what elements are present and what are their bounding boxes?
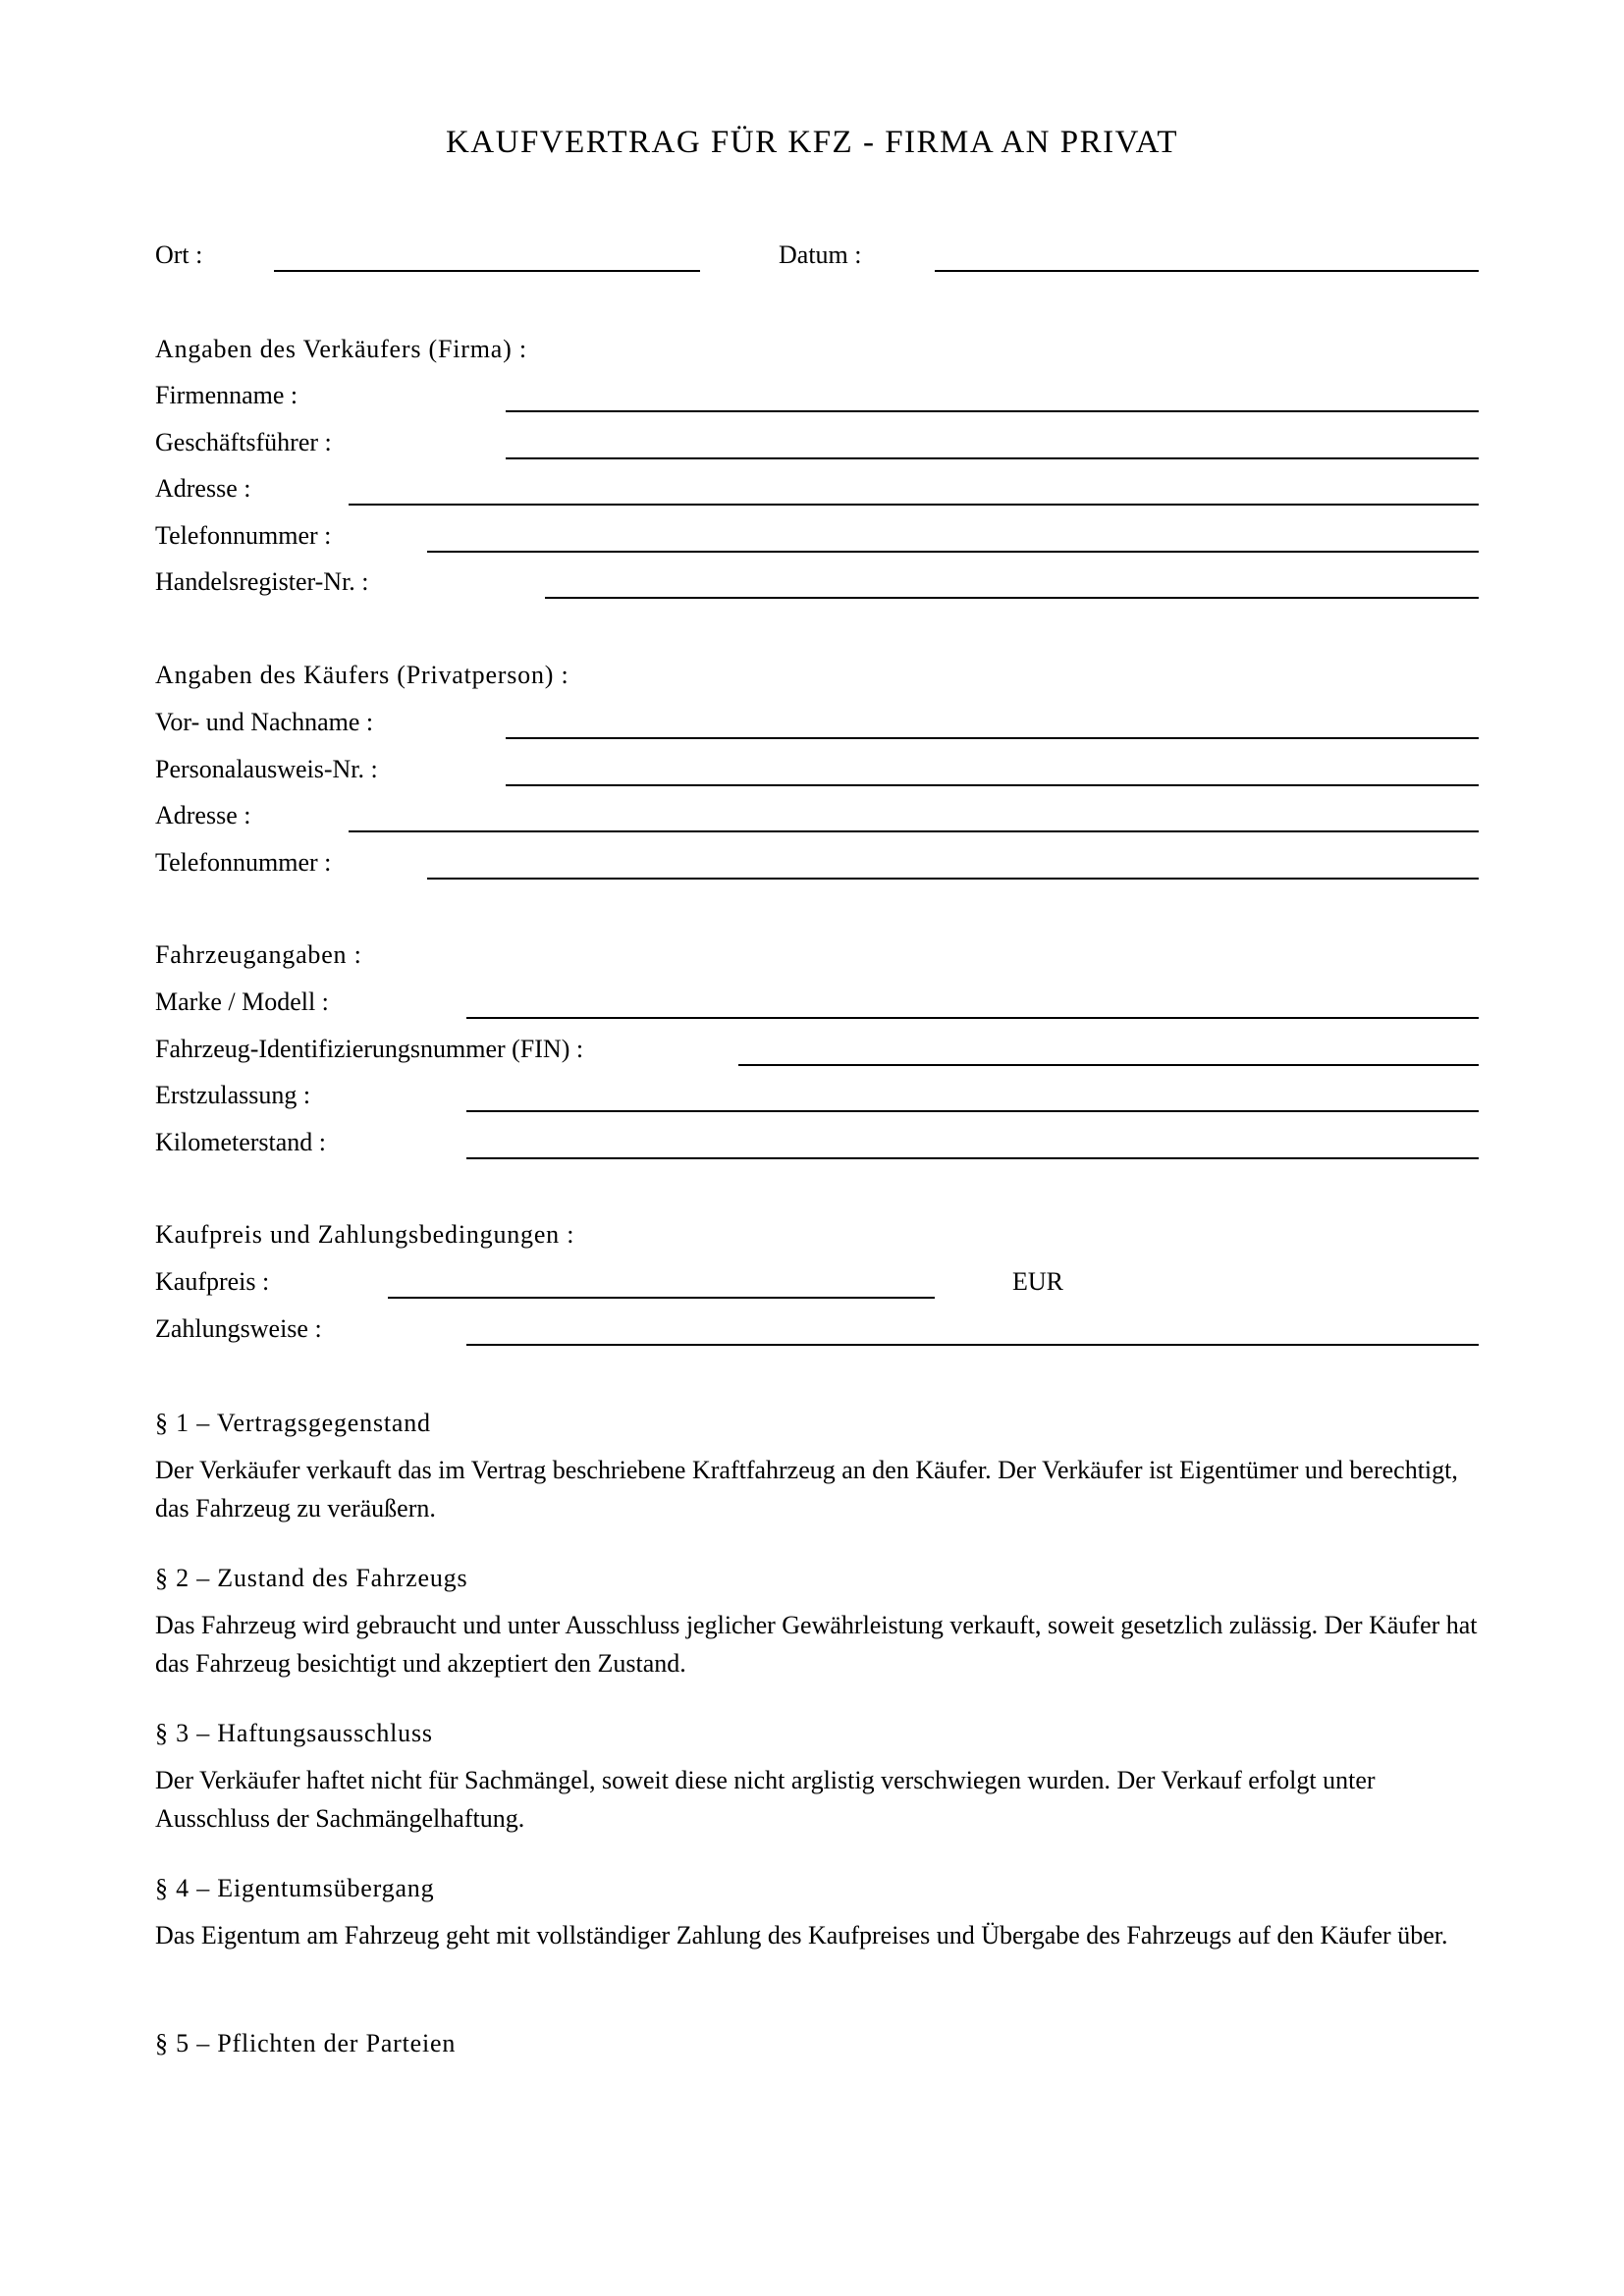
handelsregister-field[interactable] (545, 597, 1479, 599)
geschaeftsfuehrer-field[interactable] (506, 457, 1479, 459)
buyer-name-label: Vor- und Nachname : (155, 708, 374, 736)
erstzulassung-label: Erstzulassung : (155, 1081, 311, 1109)
buyer-telefon-label: Telefonnummer : (155, 848, 332, 877)
document-title: KAUFVERTRAG FÜR KFZ - FIRMA AN PRIVAT (445, 125, 1179, 160)
ort-label: Ort : (155, 240, 203, 269)
seller-heading: Angaben des Verkäufers (Firma) : (155, 335, 527, 363)
buyer-name-field[interactable] (506, 737, 1479, 739)
datum-field[interactable] (935, 270, 1479, 272)
section-3-text: Der Verkäufer haftet nicht für Sachmängel, soweit diese nicht arglistig verschwiegen wurden. Der Verkauf erfolgt unter Ausschluss der Sachmängelhaftung. (155, 1766, 1376, 1833)
section-4-text: Das Eigentum am Fahrzeug geht mit vollständiger Zahlung des Kaufpreises und Übergabe des Fahrzeugs auf den Käufer über. (155, 1921, 1448, 1949)
ausweis-field[interactable] (506, 784, 1479, 786)
buyer-adresse-field[interactable] (349, 830, 1479, 832)
section-2-text: Das Fahrzeug wird gebraucht und unter Ausschluss jeglicher Gewährleistung verkauft, soweit gesetzlich zulässig. Der Käufer hat das Fahrzeug besichtigt und akzeptiert den Zustand. (155, 1611, 1478, 1678)
buyer-heading: Angaben des Käufers (Privatperson) : (155, 661, 569, 689)
fin-field[interactable] (738, 1064, 1479, 1066)
buyer-adresse-label: Adresse : (155, 801, 251, 829)
zahlungsweise-label: Zahlungsweise : (155, 1314, 322, 1343)
seller-adresse-field[interactable] (349, 504, 1479, 506)
fin-label: Fahrzeug-Identifizierungsnummer (FIN) : (155, 1035, 584, 1063)
zahlungsweise-field[interactable] (466, 1344, 1479, 1346)
section-2-heading: § 2 – Zustand des Fahrzeugs (155, 1564, 468, 1592)
section-4-heading: § 4 – Eigentumsübergang (155, 1874, 435, 1902)
seller-adresse-label: Adresse : (155, 474, 251, 503)
seller-telefon-label: Telefonnummer : (155, 521, 332, 550)
ausweis-label: Personalausweis-Nr. : (155, 755, 378, 783)
firmenname-label: Firmenname : (155, 381, 298, 409)
kilometer-field[interactable] (466, 1157, 1479, 1159)
geschaeftsfuehrer-label: Geschäftsführer : (155, 428, 332, 456)
section-1-heading: § 1 – Vertragsgegenstand (155, 1409, 431, 1437)
seller-telefon-field[interactable] (427, 551, 1479, 553)
marke-label: Marke / Modell : (155, 988, 329, 1016)
vehicle-heading: Fahrzeugangaben : (155, 940, 362, 969)
kaufpreis-field[interactable] (388, 1297, 935, 1299)
erstzulassung-field[interactable] (466, 1110, 1479, 1112)
datum-label: Datum : (779, 240, 862, 269)
payment-heading: Kaufpreis und Zahlungsbedingungen : (155, 1220, 575, 1249)
kaufpreis-label: Kaufpreis : (155, 1267, 270, 1296)
kilometer-label: Kilometerstand : (155, 1128, 327, 1156)
section-3-heading: § 3 – Haftungsausschluss (155, 1719, 433, 1747)
marke-field[interactable] (466, 1017, 1479, 1019)
section-1-text: Der Verkäufer verkauft das im Vertrag beschriebene Kraftfahrzeug an den Käufer. Der Verkäufer ist Eigentümer und berechtigt, das Fahrzeug zu veräußern. (155, 1456, 1458, 1522)
section-5-heading: § 5 – Pflichten der Parteien (155, 2029, 457, 2057)
buyer-telefon-field[interactable] (427, 878, 1479, 880)
ort-field[interactable] (274, 270, 700, 272)
handelsregister-label: Handelsregister-Nr. : (155, 567, 369, 596)
currency-label: EUR (1012, 1267, 1063, 1296)
firmenname-field[interactable] (506, 410, 1479, 412)
